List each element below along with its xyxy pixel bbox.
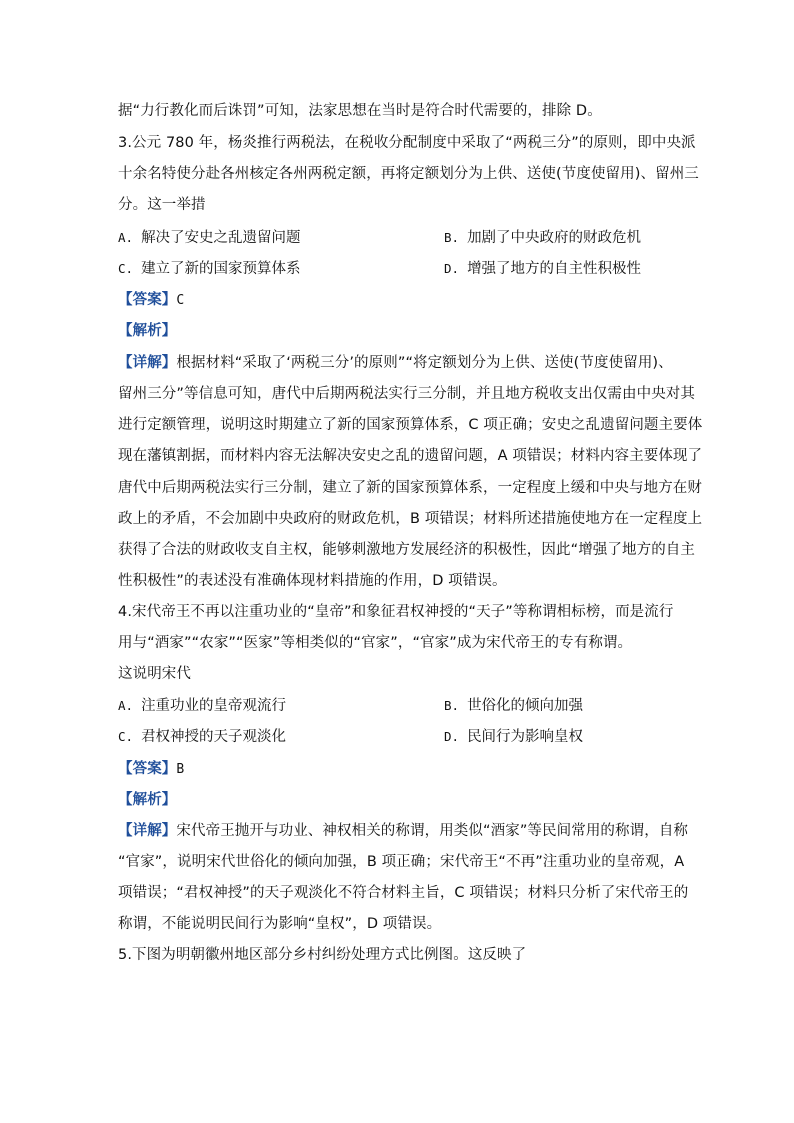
q3-answer-line (118, 290, 184, 311)
option-text: 民间行为影响皇权 (467, 729, 584, 745)
option-letter: B. (444, 230, 460, 245)
q4-analysis-line (118, 790, 176, 810)
q3-explanation-line: 现在藩镇割据，而材料内容无法解决安史之乱的遗留问题，A 项错误；材料内容主要体现了 (118, 448, 703, 464)
option-letter: D. (444, 261, 460, 276)
q4-answer-line (118, 759, 184, 780)
question-4-stem-line: 4.宋代帝王不再以注重功业的“皇帝”和象征君权神授的“天子”等称谓相标榜，而是流行 (118, 604, 674, 620)
answer-value: C (176, 293, 185, 308)
option-letter: B. (444, 698, 460, 713)
explanation-text: 宋代帝王抛开与功业、神权相关的称谓，用类似“酒家”等民间常用的称谓，自称 (176, 823, 689, 839)
q4-explanation-line (118, 821, 688, 841)
q3-option-d (444, 259, 641, 279)
option-text: 加剧了中央政府的财政危机 (467, 230, 642, 246)
option-text: 注重功业的皇帝观流行 (141, 698, 287, 714)
detail-tag: 【详解】 (118, 355, 177, 371)
q4-option-a (118, 696, 286, 716)
q4-option-d (444, 727, 583, 747)
answer-tag: 【答案】 (118, 292, 177, 308)
q3-explanation-line: 获得了合法的财政收支自主权，能够刺激地方发展经济的积极性，因此“增强了地方的自主 (118, 542, 696, 558)
option-text: 君权神授的天子观淡化 (141, 729, 287, 745)
analysis-tag: 【解析】 (118, 323, 177, 339)
q4-explanation-line: 称谓，不能说明民间行为影响“皇权”，D 项错误。 (118, 916, 442, 932)
question-3-stem-line: 分。这一举措 (118, 197, 206, 213)
question-4-stem-line: 用与“酒家”“农家”“医家”等相类似的“官家”，“官家”成为宋代帝王的专有称谓。 (118, 635, 633, 651)
option-letter: C. (118, 261, 134, 276)
q4-option-b (444, 696, 583, 716)
question-3-stem-line: 3.公元 780 年，杨炎推行两税法，在税收分配制度中采取了“两税三分”的原则，即中央派 (118, 135, 696, 151)
option-text: 世俗化的倾向加强 (467, 698, 584, 714)
q3-analysis-line (118, 321, 176, 341)
option-text: 解决了安史之乱遗留问题 (141, 230, 301, 246)
q3-explanation-line (118, 353, 673, 373)
explanation-text: 根据材料“采取了‘两税三分’的原则”“将定额划分为上供、送使(节度使留用)、 (176, 355, 673, 371)
q3-explanation-line: 留州三分”等信息可知，唐代中后期两税法实行三分制，并且地方税收支出仅需由中央对其 (118, 386, 696, 402)
q3-option-a (118, 228, 301, 248)
answer-tag: 【答案】 (118, 761, 177, 777)
option-letter: D. (444, 729, 460, 744)
question-5-stem-line: 5.下图为明朝徽州地区部分乡村纠纷处理方式比例图。这反映了 (118, 947, 527, 963)
option-letter: A. (118, 698, 134, 713)
q4-explanation-line: 项错误；“君权神授”的天子观淡化不符合材料主旨，C 项错误；材料只分析了宋代帝王的 (118, 885, 689, 901)
option-letter: C. (118, 729, 134, 744)
option-text: 增强了地方的自主性积极性 (467, 261, 642, 277)
q3-option-c (118, 259, 301, 279)
detail-tag: 【详解】 (118, 823, 177, 839)
q3-explanation-line: 政上的矛盾，不会加剧中央政府的财政危机，B 项错误；材料所述措施使地方在一定程度上 (118, 511, 703, 527)
q3-option-b (444, 228, 641, 248)
question-4-stem-line: 这说明宋代 (118, 666, 191, 682)
q3-explanation-line: 唐代中后期两税法实行三分制，建立了新的国家预算体系，一定程度上缓和中央与地方在财 (118, 480, 702, 496)
q4-option-c (118, 727, 286, 747)
q3-explanation-line: 进行定额管理，说明这时期建立了新的国家预算体系，C 项正确；安史之乱遗留问题主要体 (118, 417, 703, 433)
q3-explanation-line: 性积极性”的表述没有准确体现材料措施的作用，D 项错误。 (118, 573, 507, 589)
question-3-stem-line: 十余名特使分赴各州核定各州两税定额，再将定额划分为上供、送使(节度使留用)、留州三 (118, 166, 699, 182)
paragraph-line: 据“力行教化而后诛罚”可知，法家思想在当时是符合时代需要的，排除 D。 (118, 103, 602, 119)
option-letter: A. (118, 230, 134, 245)
option-text: 建立了新的国家预算体系 (141, 261, 301, 277)
q4-explanation-line: “官家”，说明宋代世俗化的倾向加强，B 项正确；宋代帝王“不再”注重功业的皇帝观，A (118, 854, 685, 870)
answer-value: B (176, 762, 185, 777)
analysis-tag: 【解析】 (118, 792, 177, 808)
